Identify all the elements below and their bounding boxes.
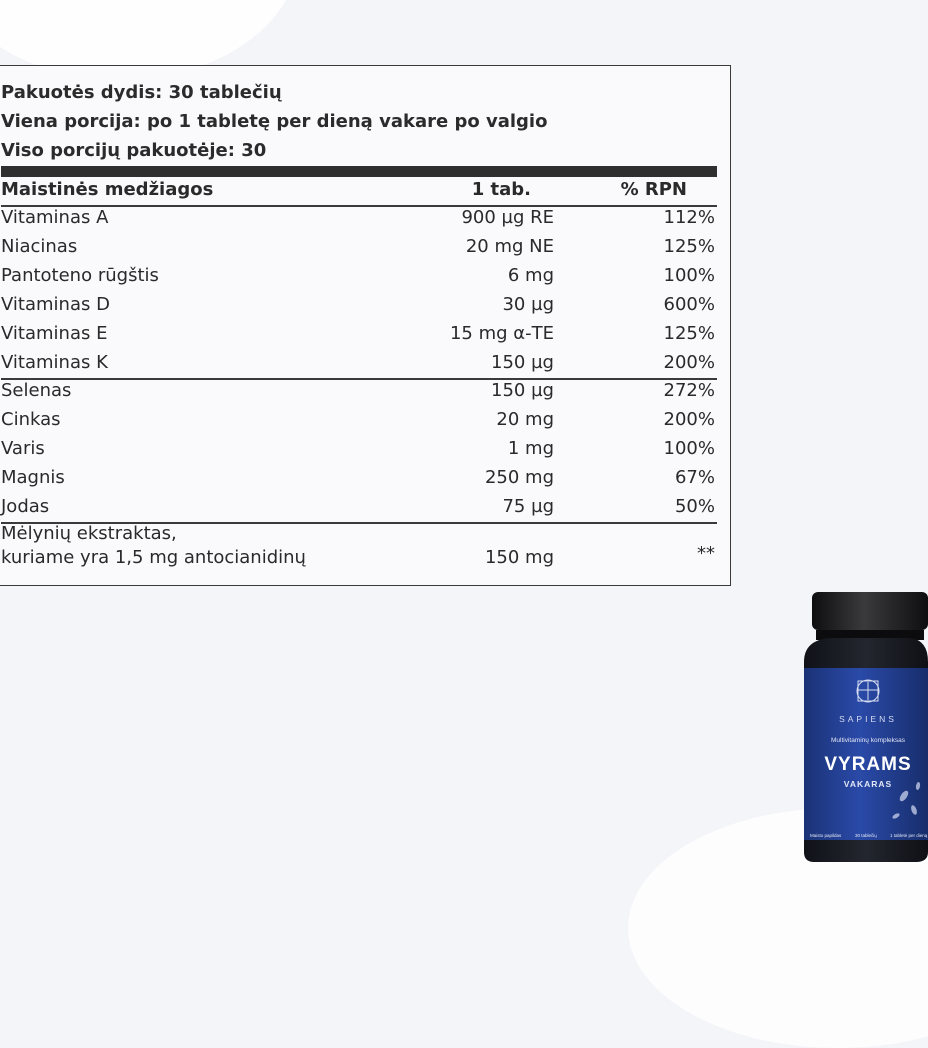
nutrient-amount: 75 µg <box>502 496 554 517</box>
bottle-cap <box>812 592 928 630</box>
footer-text: 30 tablečių <box>855 833 877 838</box>
table-row <box>1 207 717 236</box>
nutrient-name: Selenas <box>1 380 72 401</box>
title-text: VYRAMS <box>824 754 912 775</box>
nutrient-amount: 20 mg <box>496 409 554 430</box>
column-header-nutrient: Maistinės medžiagos <box>1 179 214 200</box>
nutrient-rpn: 67% <box>674 467 715 488</box>
nutrient-name: Vitaminas E <box>1 323 108 344</box>
table-header <box>1 179 717 208</box>
table-row <box>1 380 717 409</box>
nutrient-name: kuriame yra 1,5 mg antocianidinų <box>1 547 306 568</box>
nutrient-amount: 150 µg <box>491 352 554 373</box>
nutrient-rpn: 50% <box>674 496 715 517</box>
table-row <box>1 323 717 352</box>
nutrient-rpn: 200% <box>663 409 715 430</box>
table-row <box>1 352 717 381</box>
nutrient-amount: 1 mg <box>507 438 554 459</box>
nutrient-rpn: 100% <box>663 265 715 286</box>
brand-text: SAPIENS <box>839 714 897 724</box>
footer-text: Maisto papildas <box>810 833 842 838</box>
nutrient-amount: 150 µg <box>491 380 554 401</box>
nutrient-name: Jodas <box>1 496 50 517</box>
table-row <box>1 438 717 467</box>
footer-text: 1 tabletė per dieną <box>890 833 928 838</box>
nutrient-amount: 20 mg NE <box>465 236 554 257</box>
nutrient-rpn: ** <box>697 543 715 564</box>
nutrient-amount: 15 mg α-TE <box>449 323 554 344</box>
nutrient-name: Mėlynių ekstraktas, <box>1 523 177 544</box>
servings-per-package: Viso porcijų pakuotėje: 30 <box>1 140 267 161</box>
nutrient-rpn: 272% <box>663 380 715 401</box>
nutrient-name: Pantoteno rūgštis <box>1 265 159 286</box>
nutrient-rpn: 200% <box>663 352 715 373</box>
nutrient-rpn: 125% <box>663 323 715 344</box>
package-size: Pakuotės dydis: 30 tablečių <box>1 82 282 103</box>
nutrient-rpn: 600% <box>663 294 715 315</box>
nutrient-rpn: 100% <box>663 438 715 459</box>
nutrient-rpn: 125% <box>663 236 715 257</box>
nutrient-name: Vitaminas A <box>1 207 109 228</box>
divider-thick <box>1 166 717 177</box>
nutrient-name: Cinkas <box>1 409 61 430</box>
table-row <box>1 294 717 323</box>
nutrient-name: Magnis <box>1 467 65 488</box>
subtitle-text: Multivitaminų kompleksas <box>830 737 906 744</box>
table-row <box>1 496 717 525</box>
table-row <box>1 409 717 438</box>
nutrient-rpn: 112% <box>663 207 715 228</box>
product-bottle-image <box>800 590 928 870</box>
column-header-rpn: % RPN <box>620 179 687 200</box>
nutrient-amount: 150 mg <box>484 547 554 568</box>
variant-text: VAKARAS <box>843 779 893 789</box>
serving-size: Viena porcija: po 1 tabletę per dieną vakare po valgio <box>1 111 548 132</box>
nutrient-name: Vitaminas K <box>1 352 108 373</box>
nutrient-amount: 30 µg <box>502 294 554 315</box>
table-row <box>1 467 717 496</box>
nutrient-name: Niacinas <box>1 236 78 257</box>
table-row <box>1 265 717 294</box>
nutrient-amount: 900 µg RE <box>461 207 554 228</box>
table-row <box>1 236 717 265</box>
nutrient-name: Vitaminas D <box>1 294 110 315</box>
column-header-amount: 1 tab. <box>471 179 531 200</box>
nutrient-name: Varis <box>1 438 45 459</box>
nutrient-amount: 6 mg <box>507 265 554 286</box>
nutrition-facts-panel <box>0 65 731 586</box>
nutrient-amount: 250 mg <box>484 467 554 488</box>
table-row-extract <box>1 523 717 573</box>
